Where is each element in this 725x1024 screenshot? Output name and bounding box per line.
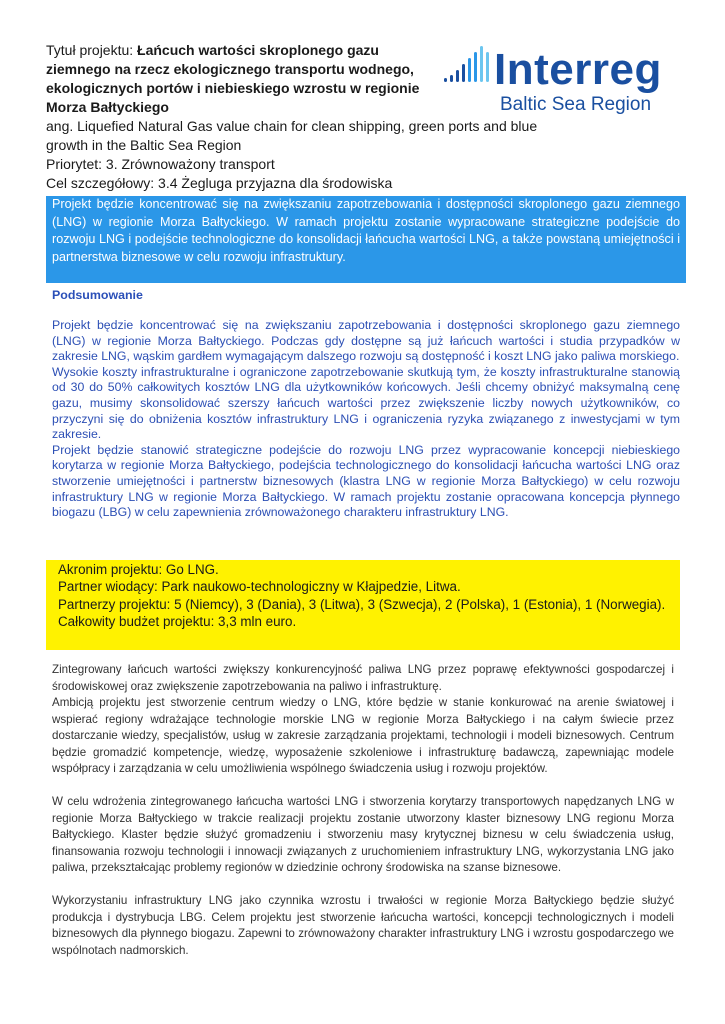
summary-paragraph-1: Projekt będzie koncentrować się na zwiększaniu zapotrzebowania i dostępności skroplonego gazu ziemnego (LNG) w regionie Morza Bałtyckiego. Podczas gdy dostępne są już łańcuch wartości i studia przypadków w zakresie LNG, wąskim gardłem wymagającym dalszego rozwoju są dostępność i koszt LNG jako paliwa morskiego. bbox=[52, 318, 680, 364]
project-title-part-1: Łańcuch wartości skroplonego gazu bbox=[137, 42, 379, 58]
project-facts-box bbox=[46, 560, 680, 650]
title-prefix: Tytuł projektu: bbox=[46, 42, 138, 58]
title-line-4: Morza Bałtyckiego bbox=[46, 99, 169, 115]
budget: Całkowity budżet projektu: 3,3 mln euro. bbox=[58, 614, 297, 630]
summary-heading: Podsumowanie bbox=[52, 288, 143, 302]
logo-wordmark: Interreg bbox=[494, 45, 662, 94]
priority: Priorytet: 3. Zrównoważony transport bbox=[46, 156, 275, 172]
acronym: Akronim projektu: Go LNG. bbox=[58, 562, 219, 577]
body-paragraph-1: Zintegrowany łańcuch wartości zwiększy konkurencyjność paliwa LNG przez poprawę efektywności gospodarczej i środowiskowej oraz zwiększenie zapotrzebowania na paliwo i infrastrukturę. bbox=[52, 663, 674, 693]
specific-objective: Cel szczegółowy: 3.4 Żegluga przyjazna dla środowiska bbox=[46, 175, 393, 191]
english-title-line-1: ang. Liquefied Natural Gas value chain for clean shipping, green ports and blue bbox=[46, 118, 538, 134]
title-line-2: ziemnego na rzecz ekologicznego transportu wodnego, bbox=[46, 61, 414, 77]
body-paragraph-4: Wykorzystaniu infrastruktury LNG jako czynnika wzrostu i trwałości w regionie Morza Bałtyckiego będzie służyć produkcja i dystrybucja LBG. Celem projektu jest stworzenie łańcucha wartości, koncepcji technologicznych i modeli biznesowych dla płynnego biogazu. Zapewni to zrównoważony charakter infrastruktury LNG i wzrostu gospodarczego we wspólnotach nadmorskich. bbox=[52, 894, 674, 957]
summary-paragraph-3: Projekt będzie stanowić strategiczne podejście do rozwoju LNG przez wypracowanie koncepcji niebieskiego korytarza w regionie Morza Bałtyckiego, podejścia technologicznego do konsolidacji łańcucha wartości LNG oraz stworzenie umiejętności i partnerstw biznesowych (klastra LNG w regionie Morza Bałtyckiego) w celu rozwoju infrastruktury LNG w regionie Morza Bałtyckiego. W ramach projektu zostanie opracowana koncepcja płynnego biogazu (LBG) w celu zapewnienia zrównoważonego charakteru infrastruktury LNG. bbox=[52, 442, 680, 520]
logo-subtitle: Baltic Sea Region bbox=[500, 94, 652, 115]
summary-paragraph-2: Wysokie koszty infrastrukturalne i ograniczone zapotrzebowanie skutkują tym, że koszty infrastrukturalne stanowią od 30 do 50% całkowitych kosztów LNG dla użytkowników końcowych. Jeśli chcemy obniżyć maksymalną cenę gazu, musimy skonsolidować szerszy łańcuch wartości przez zwiększenie liczby nowych użytkowników, co przyczyni się do obniżenia kosztów infrastruktury LNG i ograniczenia ryzyka związanego z inwestycjami w tym zakresie. bbox=[52, 364, 680, 442]
body-paragraph-3: W celu wdrożenia zintegrowanego łańcucha wartości LNG i stworzenia korytarzy transportowych napędzanych LNG w regionie Morza Bałtyckiego w trakcie realizacji projektu zostanie utworzony klaster biznesowy LNG regionu Morza Bałtyckiego. Klaster będzie służyć gromadzeniu i stworzeniu masy krytycznej biznesu w celu świadczenia usług, finansowania rozwoju technologii i innowacji związanych z uruchomieniem infrastruktury LNG, wykorzystania LNG jako paliwa, przekształcając problemy regionów w dziedzinie ochrony środowiska na szanse biznesowe. bbox=[52, 795, 674, 874]
english-title-line-2: growth in the Baltic Sea Region bbox=[46, 137, 242, 153]
intro-box: Projekt będzie koncentrować się na zwiększaniu zapotrzebowania i dostępności skroplonego gazu ziemnego (LNG) w regionie Morza Bałtyckiego. W ramach projektu zostanie wypracowane strategiczne podejście do rozwoju LNG i podejście technologiczne do konsolidacji łańcucha wartości LNG, a także powstaną umiejętności i partnerstwa biznesowe w celu rozwoju infrastruktury. bbox=[46, 196, 686, 283]
partners: Partnerzy projektu: 5 (Niemcy), 3 (Dania), 3 (Litwa), 3 (Szwecja), 2 (Polska), 1 (Estonia), 1 (Norwegia). bbox=[58, 596, 666, 612]
interreg-logo bbox=[442, 44, 687, 119]
title-line-3: ekologicznych portów i niebieskiego wzrostu w regionie bbox=[46, 80, 420, 96]
signal-bars-icon bbox=[442, 44, 497, 90]
body-paragraph-2: Ambicją projektu jest stworzenie centrum wiedzy o LNG, które będzie w stanie konkurować na arenie światowej i wspierać regiony wdrażające technologie morskie LNG w regionie Morza Bałtyckiego i na całym świecie przez dostarczanie wiedzy, specjalistów, usług w zakresie zarządzania projektami, technologii i modeli biznesowych. Centrum będzie gromadzić kompetencje, wiedzę, wyposażenie szkoleniowe i infrastrukturę badawczą, zapewniając modele współpracy i zarządzania w celu umożliwienia wspólnego świadczenia usług i rozwoju projektów. bbox=[52, 696, 674, 775]
summary-text bbox=[52, 318, 680, 521]
lead-partner: Partner wiodący: Park naukowo-technologiczny w Kłajpedzie, Litwa. bbox=[58, 579, 461, 595]
body-text bbox=[52, 662, 674, 976]
